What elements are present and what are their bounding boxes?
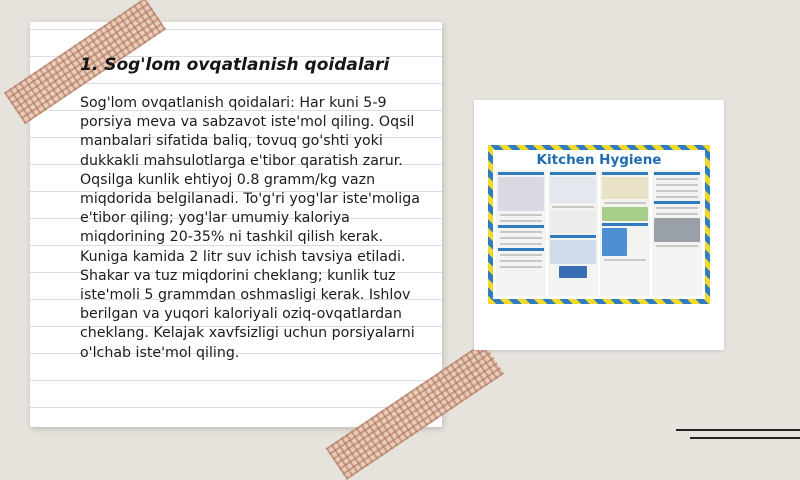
decorative-line [676, 429, 800, 431]
poster-inner [493, 150, 705, 299]
poster-title: Kitchen Hygiene [536, 152, 662, 168]
poster-text-line [500, 237, 542, 239]
poster-illustration [602, 207, 648, 221]
poster-block-header [550, 172, 596, 175]
poster-text-line [656, 213, 698, 215]
poster-text-line [500, 231, 542, 233]
poster-illustration [602, 177, 648, 199]
poster-text-line [656, 178, 698, 180]
poster-text-line [500, 214, 542, 216]
poster-block-header [498, 225, 544, 228]
poster-illustration [550, 177, 596, 203]
poster-text-line [500, 220, 542, 222]
poster-text-line [656, 245, 698, 247]
poster-text-line [500, 266, 542, 268]
slide-heading: 1. Sog'lom ovqatlanish qoidalari [80, 55, 390, 75]
poster-image-card [474, 100, 724, 350]
poster-illustration [550, 240, 596, 264]
kitchen-hygiene-poster [488, 145, 710, 304]
poster-text-line [604, 202, 646, 204]
poster-text-line [656, 196, 698, 198]
poster-text-line [500, 260, 542, 262]
slide-body-text: Sog'lom ovqatlanish qoidalari: Har kuni 5-9 porsiya meva va sabzavot iste'mol qiling. Oqsil manbalari sifatida baliq, tovuq go'shti yoki dukkakli mahsulotlarga e'tibor qaratish zarur. Oqsilga kunlik ehtiyoj 0.8 gramm/kg vazn miqdorida belgilanadi. To'g'ri yog'lar iste'moliga e'tibor qiling; yog'lar umumiy kaloriya miqdorining 20-35% ni tashkil qilish kerak. Kuniga kamida 2 litr suv ichish tavsiya etiladi. Shakar va tuz miqdorini cheklang; kunlik tuz iste'moli 5 grammdan oshmasligi kerak. Ishlov berilgan va yuqori kaloriyali oziq-ovqatlardan cheklang. Kelajak xavfsizligi uchun porsiyalarni o'lchab iste'mol qiling. [80, 95, 420, 361]
poster-block-header [498, 248, 544, 251]
decorative-line [690, 437, 800, 439]
poster-text-line [500, 243, 542, 245]
poster-block-header [654, 201, 700, 204]
poster-text-line [656, 190, 698, 192]
poster-illustration [498, 177, 544, 211]
poster-block-header [498, 172, 544, 175]
poster-illustration [550, 211, 596, 233]
poster-column [496, 170, 546, 296]
poster-text-line [500, 254, 542, 256]
poster-text-line [656, 184, 698, 186]
poster-text-line [552, 206, 594, 208]
poster-column [548, 170, 598, 296]
poster-block-header [550, 235, 596, 238]
poster-block-header [602, 172, 648, 175]
poster-illustration [602, 228, 627, 256]
poster-content-columns [496, 170, 702, 296]
poster-text-line [604, 259, 646, 261]
poster-block-header [602, 223, 648, 226]
poster-illustration [654, 218, 700, 242]
poster-block-header [654, 172, 700, 175]
poster-text-line [656, 207, 698, 209]
poster-illustration [559, 266, 587, 278]
poster-column [652, 170, 702, 296]
poster-column [600, 170, 650, 296]
